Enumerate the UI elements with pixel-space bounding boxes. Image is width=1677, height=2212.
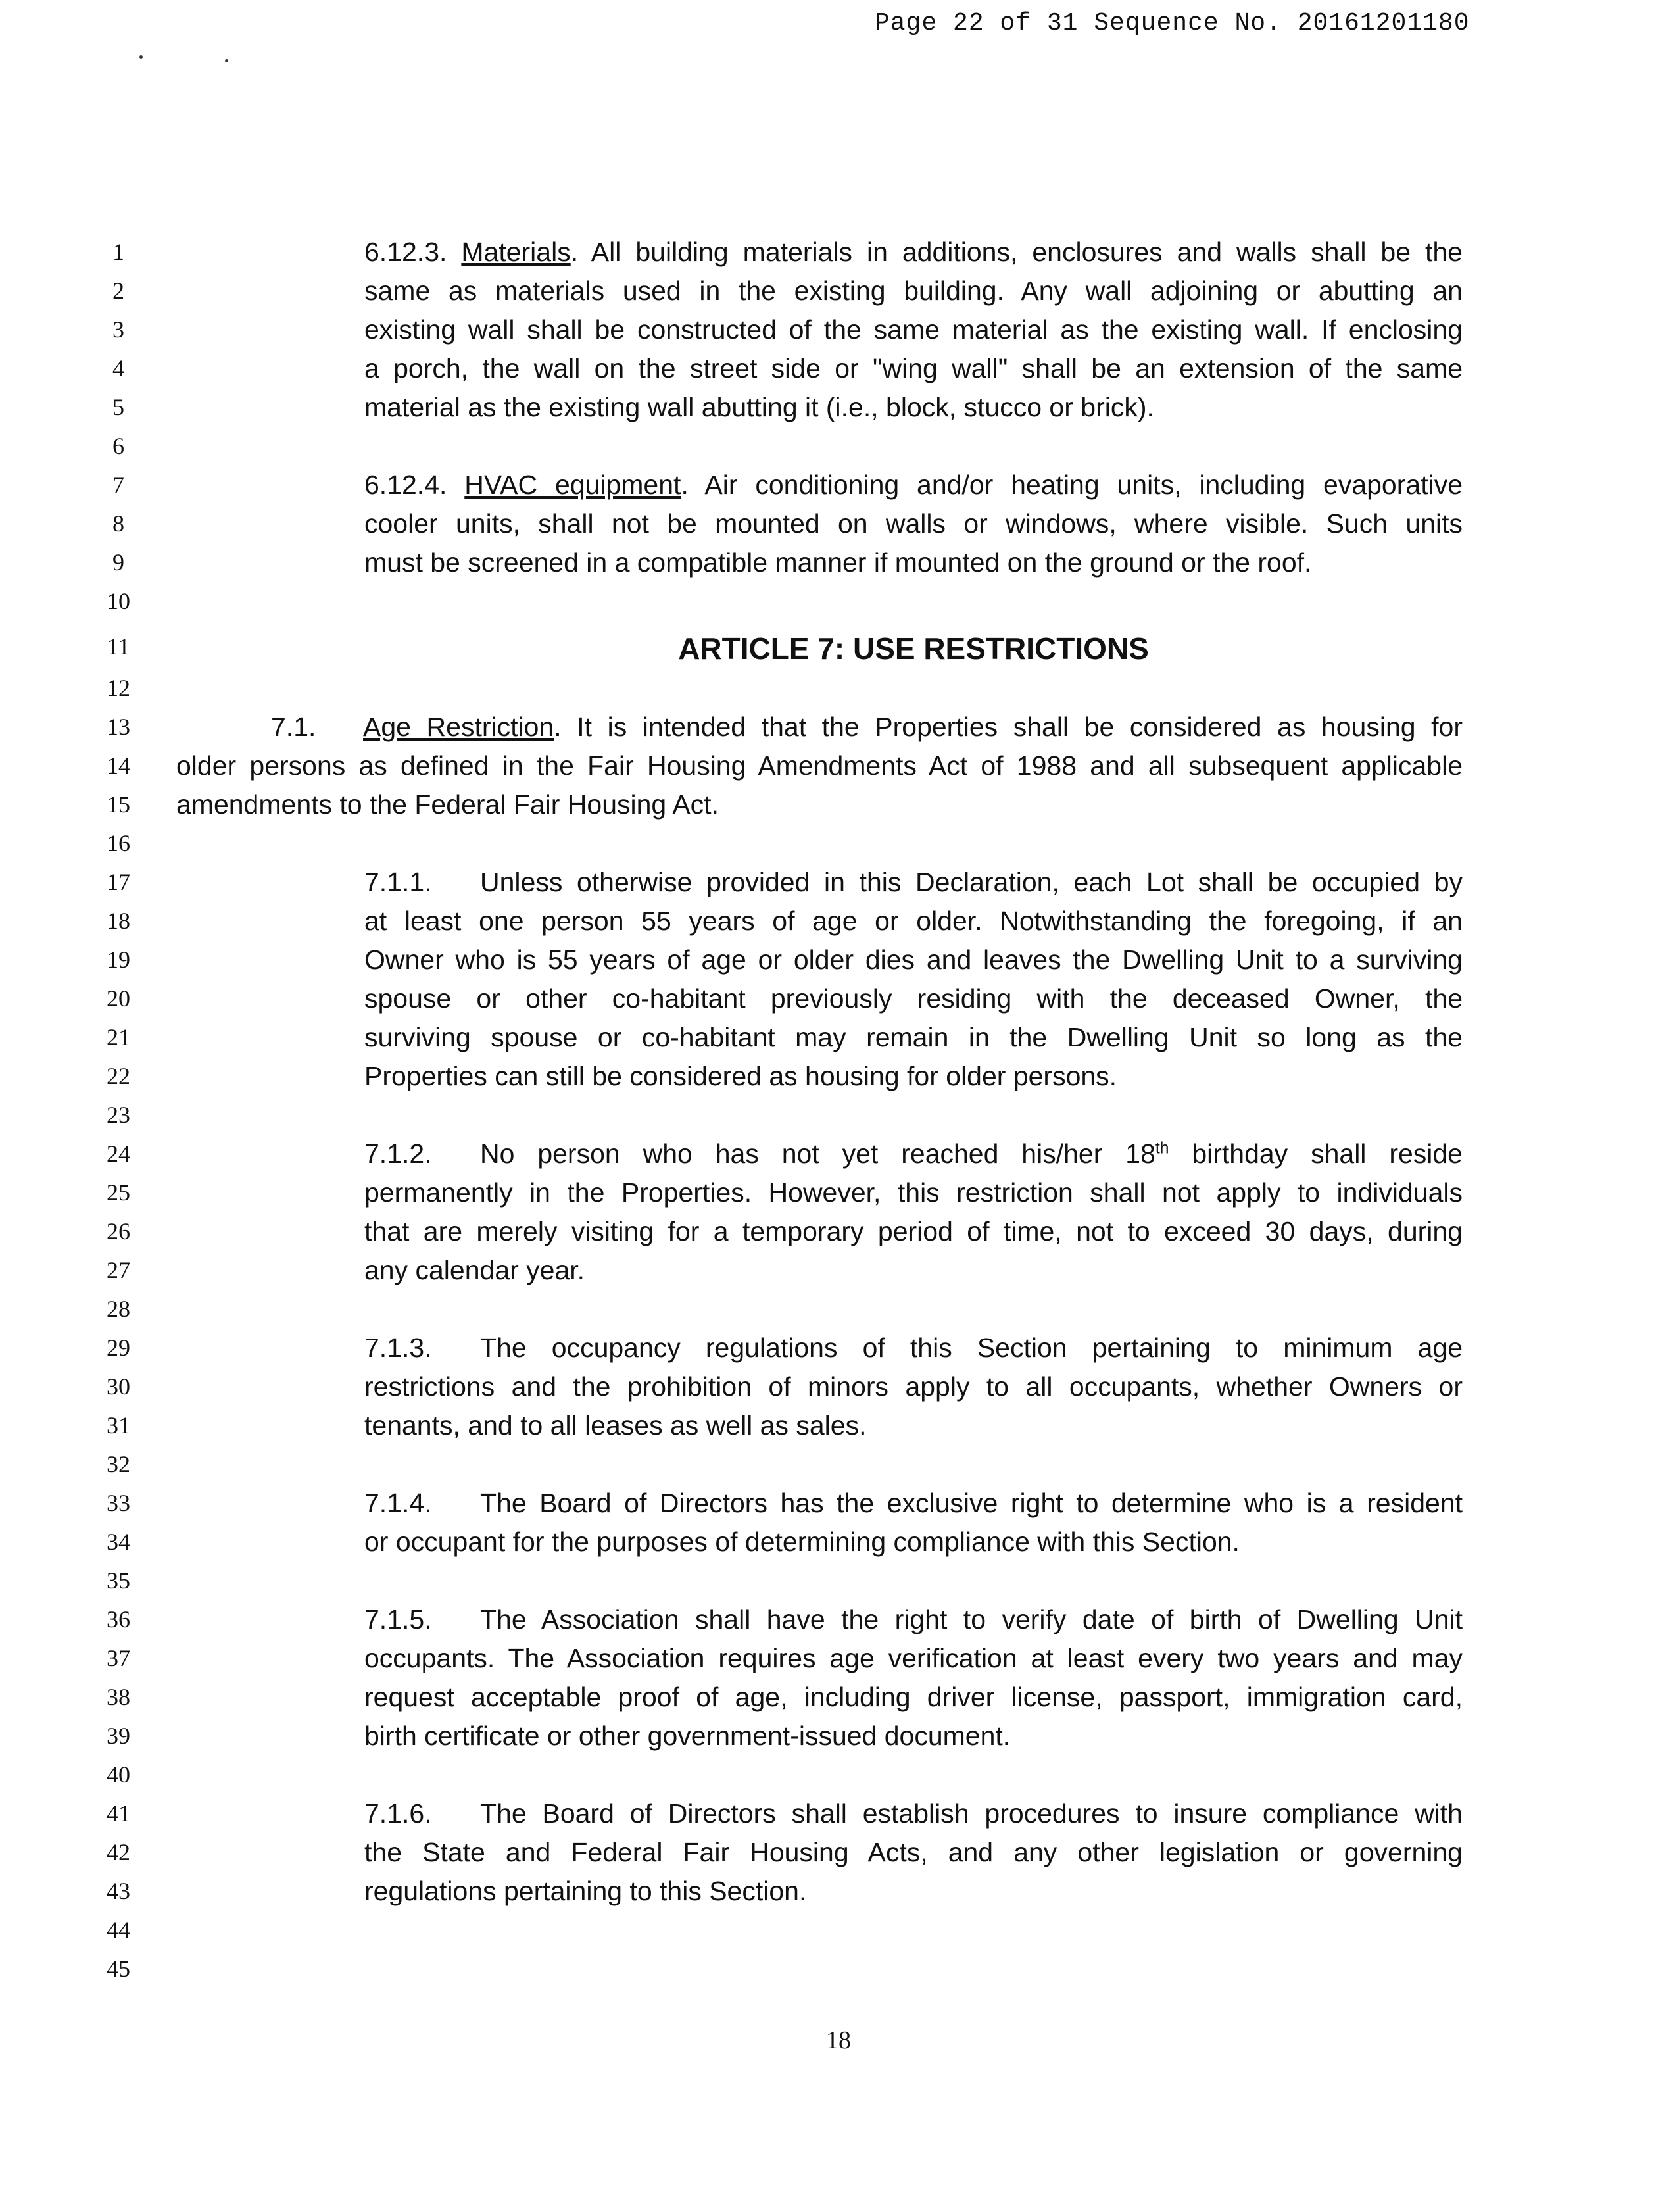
text-line: Owner who is 55 years of age or older dies and leaves the Dwelling Unit to a surviving xyxy=(364,945,1463,975)
line-number: 8 xyxy=(112,510,124,537)
section-number: 7.1.1. xyxy=(364,867,432,897)
line-number: 11 xyxy=(107,633,130,660)
text-line: existing wall shall be constructed of the same material as the existing wall. If enclosing xyxy=(364,314,1463,345)
line-number: 25 xyxy=(107,1179,130,1206)
line-number: 10 xyxy=(107,588,130,614)
line-number: 34 xyxy=(107,1529,130,1555)
line-number: 38 xyxy=(107,1684,130,1710)
text-line: the State and Federal Fair Housing Acts, and any other legislation or governing xyxy=(364,1837,1463,1867)
line-number: 27 xyxy=(107,1257,130,1283)
scan-speck xyxy=(139,55,143,59)
text-line: No person who has not yet reached his/her 18th birthday shall reside xyxy=(480,1139,1463,1169)
line-number: 37 xyxy=(107,1645,130,1671)
line-number: 13 xyxy=(107,714,130,740)
section-number: 7.1.3. xyxy=(364,1333,432,1363)
line-number: 29 xyxy=(107,1335,130,1361)
text-line: that are merely visiting for a temporary period of time, not to exceed 30 days, during xyxy=(364,1216,1463,1246)
text-line: any calendar year. xyxy=(364,1255,585,1285)
line-number: 1 xyxy=(112,239,124,265)
line-number: 4 xyxy=(112,355,124,381)
line-number: 3 xyxy=(112,316,124,343)
section-heading: HVAC equipment xyxy=(464,470,681,500)
line-number: 32 xyxy=(107,1451,130,1477)
line-number: 45 xyxy=(107,1955,130,1982)
section-number: 6.12.3. xyxy=(364,237,447,267)
line-number: 18 xyxy=(107,908,130,934)
article-title: ARTICLE 7: USE RESTRICTIONS xyxy=(678,631,1149,666)
text-line: The Board of Directors has the exclusive right to determine who is a resident xyxy=(480,1488,1463,1518)
line-number: 5 xyxy=(112,394,124,420)
text-line: occupants. The Association requires age verification at least every two years and may xyxy=(364,1643,1463,1673)
scan-speck xyxy=(225,59,228,62)
line-number: 17 xyxy=(107,869,130,895)
line-number: 23 xyxy=(107,1102,130,1128)
line-number: 40 xyxy=(107,1761,130,1788)
line-number: 2 xyxy=(112,278,124,304)
line-number: 9 xyxy=(112,549,124,576)
line-number: 15 xyxy=(107,791,130,818)
text-line: material as the existing wall abutting it (i.e., block, stucco or brick). xyxy=(364,392,1154,422)
line-number: 26 xyxy=(107,1218,130,1244)
text-line: older persons as defined in the Fair Housing Amendments Act of 1988 and all subsequent applicable xyxy=(176,750,1463,781)
text-line: permanently in the Properties. However, this restriction shall not apply to individuals xyxy=(364,1177,1463,1208)
text-line: at least one person 55 years of age or older. Notwithstanding the foregoing, if an xyxy=(364,906,1463,936)
line-number: 21 xyxy=(107,1024,130,1050)
section-number: 7.1.4. xyxy=(364,1488,432,1518)
section-heading: Age Restriction xyxy=(363,712,554,742)
line-number: 35 xyxy=(107,1567,130,1594)
line-number: 19 xyxy=(107,946,130,973)
line-number: 39 xyxy=(107,1723,130,1749)
text-line: regulations pertaining to this Section. xyxy=(364,1876,807,1906)
line-number: 6 xyxy=(112,433,124,459)
section-heading: Materials xyxy=(461,237,571,267)
line-number: 42 xyxy=(107,1839,130,1865)
line-number: 16 xyxy=(107,830,130,856)
text-line: The Board of Directors shall establish procedures to insure compliance with xyxy=(480,1798,1463,1829)
section-number: 7.1.2. xyxy=(364,1139,432,1169)
line-number: 20 xyxy=(107,985,130,1012)
text-line: or occupant for the purposes of determining compliance with this Section. xyxy=(364,1527,1240,1557)
line-number: 43 xyxy=(107,1878,130,1904)
line-number: 24 xyxy=(107,1141,130,1167)
page-number: 18 xyxy=(826,2027,851,2054)
text-line: surviving spouse or co-habitant may remain in the Dwelling Unit so long as the xyxy=(364,1022,1463,1052)
text-line: 6.12.3. Materials. All building materials in additions, enclosures and walls shall be the xyxy=(364,237,1463,267)
line-number: 44 xyxy=(107,1917,130,1943)
text-line: cooler units, shall not be mounted on walls or windows, where visible. Such units xyxy=(364,508,1463,539)
line-number: 14 xyxy=(107,752,130,779)
text-line: restrictions and the prohibition of minors apply to all occupants, whether Owners or xyxy=(364,1371,1463,1402)
line-number: 41 xyxy=(107,1800,130,1827)
text-line: tenants, and to all leases as well as sales. xyxy=(364,1410,867,1440)
line-number: 28 xyxy=(107,1296,130,1322)
section-number: 7.1.6. xyxy=(364,1798,432,1829)
text-line: 6.12.4. HVAC equipment. Air conditioning and/or heating units, including evaporative xyxy=(364,470,1463,500)
line-number: 12 xyxy=(107,675,130,701)
text-line: birth certificate or other government-issued document. xyxy=(364,1721,1011,1751)
section-number: 7.1.5. xyxy=(364,1604,432,1634)
section-number: 7.1. xyxy=(271,712,316,742)
section-number: 6.12.4. xyxy=(364,470,447,500)
text-line: spouse or other co-habitant previously residing with the deceased Owner, the xyxy=(364,983,1463,1014)
text-line: must be screened in a compatible manner if mounted on the ground or the roof. xyxy=(364,547,1312,578)
text-line: a porch, the wall on the street side or "wing wall" shall be an extension of the same xyxy=(364,353,1463,383)
page-sequence-header: Page 22 of 31 Sequence No. 20161201180 xyxy=(875,9,1470,37)
line-number: 31 xyxy=(107,1412,130,1438)
line-number: 33 xyxy=(107,1490,130,1516)
text-line: The Association shall have the right to verify date of birth of Dwelling Unit xyxy=(480,1604,1463,1634)
ordinal-suffix: th xyxy=(1155,1139,1169,1158)
line-number: 30 xyxy=(107,1373,130,1400)
line-number: 22 xyxy=(107,1063,130,1089)
line-number: 7 xyxy=(112,472,124,498)
line-number: 36 xyxy=(107,1606,130,1633)
text-line: same as materials used in the existing building. Any wall adjoining or abutting an xyxy=(364,276,1463,306)
text-line: Properties can still be considered as housing for older persons. xyxy=(364,1061,1117,1091)
text-line: request acceptable proof of age, including driver license, passport, immigration card, xyxy=(364,1682,1463,1712)
text-line: Age Restriction. It is intended that the Properties shall be considered as housing for xyxy=(363,712,1463,742)
text-line: amendments to the Federal Fair Housing Act. xyxy=(176,789,719,820)
text-line: The occupancy regulations of this Section pertaining to minimum age xyxy=(480,1333,1463,1363)
text-line: Unless otherwise provided in this Declaration, each Lot shall be occupied by xyxy=(480,867,1463,897)
